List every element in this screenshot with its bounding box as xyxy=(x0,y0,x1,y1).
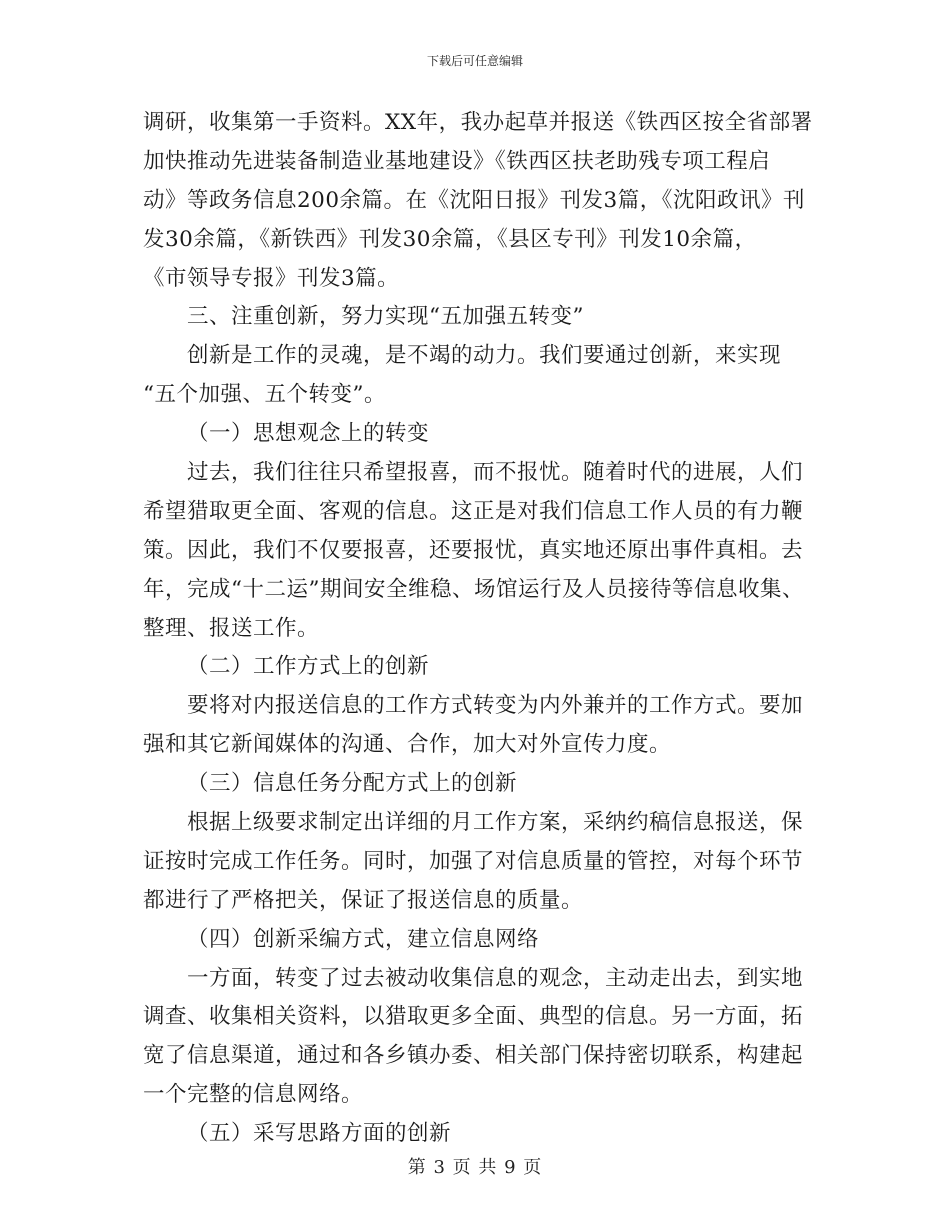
body-line: 要将对内报送信息的工作方式转变为内外兼并的工作方式。要加 xyxy=(187,693,804,719)
page-header: 下载后可任意编辑 xyxy=(426,54,523,68)
body-line: 过去，我们往往只希望报喜，而不报忧。随着时代的进展，人们 xyxy=(187,460,804,486)
subsection-heading: （四）创新采编方式，建立信息网络 xyxy=(187,926,540,952)
body-line: 证按时完成工作任务。同时，加强了对信息质量的管控，对每个环节 xyxy=(143,848,804,874)
body-line: 调查、收集相关资料，以猎取更多全面、典型的信息。另一方面，拓 xyxy=(143,1004,804,1030)
body-line: 策。因此，我们不仅要报喜，还要报忧，真实地还原出事件真相。去 xyxy=(143,537,804,563)
subsection-heading: （一）思想观念上的转变 xyxy=(187,421,430,447)
body-line: 调研，收集第一手资料。XX年，我办起草并报送《铁西区按全省部署 xyxy=(143,110,813,135)
body-line: 强和其它新闻媒体的沟通、合作，加大对外宣传力度。 xyxy=(143,732,672,758)
body-line: 创新是工作的灵魂，是不竭的动力。我们要通过创新，来实现 xyxy=(187,343,782,369)
body-line: “五个加强、五个转变”。 xyxy=(143,382,386,408)
subsection-heading: （三）信息任务分配方式上的创新 xyxy=(187,771,518,797)
document-body xyxy=(143,104,815,1154)
body-line: 动》等政务信息200余篇。在《沈阳日报》刊发3篇，《沈阳政讯》刊 xyxy=(143,187,805,213)
body-line: 年，完成“十二运”期间安全维稳、场馆运行及人员接待等信息收集、 xyxy=(143,576,804,602)
body-line: 《市领导专报》刊发3篇。 xyxy=(143,265,400,291)
section-heading: 三、注重创新，努力实现“五加强五转变” xyxy=(187,304,584,330)
body-line: 一方面，转变了过去被动收集信息的观念，主动走出去，到实地 xyxy=(187,965,804,991)
page-number: 第 3 页 共 9 页 xyxy=(407,1157,543,1178)
body-line: 宽了信息渠道，通过和各乡镇办委、相关部门保持密切联系，构建起 xyxy=(143,1043,804,1069)
subsection-heading: （二）工作方式上的创新 xyxy=(187,654,430,680)
body-line: 都进行了严格把关，保证了报送信息的质量。 xyxy=(143,887,584,913)
body-line: 发30余篇，《新铁西》刊发30余篇，《县区专刊》刊发10余篇， xyxy=(143,226,757,252)
body-line: 一个完整的信息网络。 xyxy=(143,1082,364,1108)
body-line: 加快推动先进装备制造业基地建设》《铁西区扶老助残专项工程启 xyxy=(143,148,771,174)
body-line: 根据上级要求制定出详细的月工作方案，采纳约稿信息报送，保 xyxy=(187,810,804,836)
subsection-heading: （五）采写思路方面的创新 xyxy=(187,1121,452,1147)
body-line: 整理、报送工作。 xyxy=(143,615,320,641)
body-line: 希望猎取更全面、客观的信息。这正是对我们信息工作人员的有力鞭 xyxy=(143,498,804,524)
